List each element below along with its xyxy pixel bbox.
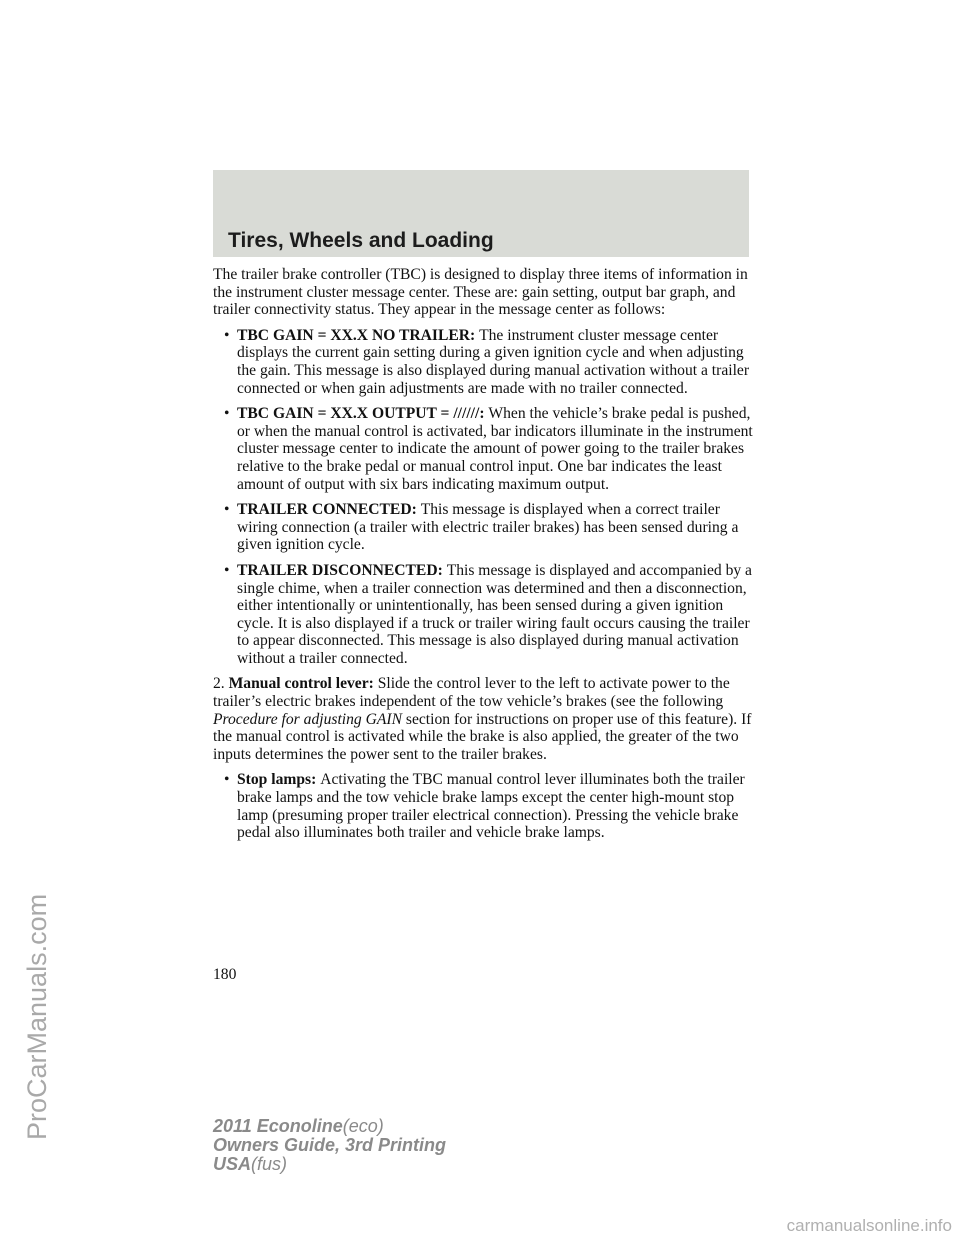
bullet-icon: • bbox=[224, 501, 230, 519]
list-item-label: TBC GAIN = XX.X OUTPUT = //////: bbox=[237, 405, 489, 423]
message-list bbox=[213, 327, 753, 668]
list-item-label: TRAILER CONNECTED: bbox=[237, 501, 421, 519]
footer-region-code: (fus) bbox=[251, 1154, 288, 1174]
bullet-icon: • bbox=[224, 326, 230, 344]
item-text: Slide the control lever to the left to activate power to the trailer’s electric brakes independent of the tow vehicle’s brakes (see the following bbox=[213, 675, 730, 711]
watermark-procarmanuals: ProCarManuals.com bbox=[22, 893, 52, 1140]
list-item-label: TRAILER DISCONNECTED: bbox=[237, 561, 447, 579]
bullet-icon: • bbox=[224, 405, 230, 423]
list-item-text: This message is displayed and accompanied by a single chime, when a trailer connection was determined and then a disconnection, either intentionally or unintentionally, has been sensed during a given ignition cycle. It is also displayed if a truck or trailer wiring fault occurs causing the trailer to appear disconnected. This message is also displayed during manual activation without a trailer connected. bbox=[237, 561, 752, 667]
list-item bbox=[213, 562, 753, 668]
footer-region: USA bbox=[213, 1154, 252, 1174]
item-number: 2. bbox=[213, 675, 229, 693]
footer-printing: Owners Guide, 3rd Printing bbox=[213, 1135, 447, 1155]
bullet-icon: • bbox=[224, 561, 230, 579]
page-number: 180 bbox=[213, 966, 237, 983]
bullet-icon: • bbox=[224, 771, 230, 789]
numbered-item-manual-control bbox=[213, 675, 753, 763]
section-title: Tires, Wheels and Loading bbox=[228, 229, 494, 252]
list-item bbox=[213, 327, 753, 397]
section-reference: Procedure for adjusting GAIN bbox=[213, 710, 406, 728]
document-footer bbox=[213, 1117, 446, 1174]
item-text-continued: section for instructions on proper use of this feature). If the manual control is activated while the brake is also applied, the greater of the two inputs determines the power sent to the trailer brakes. bbox=[213, 710, 752, 763]
footer-model: 2011 Econoline bbox=[213, 1116, 343, 1136]
list-item-text: Activating the TBC manual control lever illuminates both the trailer brake lamps and the tow vehicle brake lamps except the center high-mount stop lamp (presuming proper trailer electrical connection). Pressing the vehicle brake pedal also illuminates both trailer and vehicle brake lamps. bbox=[237, 771, 745, 842]
intro-paragraph: The trailer brake controller (TBC) is designed to display three items of information in the instrument cluster message center. These are: gain setting, output bar graph, and trailer connectivity status. They appear in the message center as follows: bbox=[213, 266, 748, 319]
list-item bbox=[213, 771, 753, 841]
watermark-carmanualsonline: carmanualsonline.info bbox=[786, 1216, 952, 1235]
list-item-label: TBC GAIN = XX.X NO TRAILER: bbox=[237, 326, 480, 344]
list-item-text: This message is displayed when a correct trailer wiring connection (a trailer with electric trailer brakes) has been sensed during a given ignition cycle. bbox=[237, 501, 739, 554]
list-item-text: When the vehicle’s brake pedal is pushed, or when the manual control is activated, bar indicators illuminate in the instrument cluster message center to indicate the amount of power going to the trailer brakes relative to the brake pedal or manual control input. One bar indicates the least amount of output with six bars indicating maximum output. bbox=[237, 405, 753, 493]
list-item bbox=[213, 501, 753, 554]
footer-model-code: (eco) bbox=[342, 1116, 384, 1136]
list-item-text: The instrument cluster message center displays the current gain setting during a given ignition cycle and when adjusting the gain. This message is also displayed during manual activation without a trailer connected or when gain adjustments are made with no trailer connected. bbox=[237, 326, 750, 397]
list-item-label: Stop lamps: bbox=[237, 771, 321, 789]
item-label: Manual control lever: bbox=[228, 675, 378, 693]
page-content bbox=[213, 266, 753, 850]
list-item bbox=[213, 405, 753, 493]
